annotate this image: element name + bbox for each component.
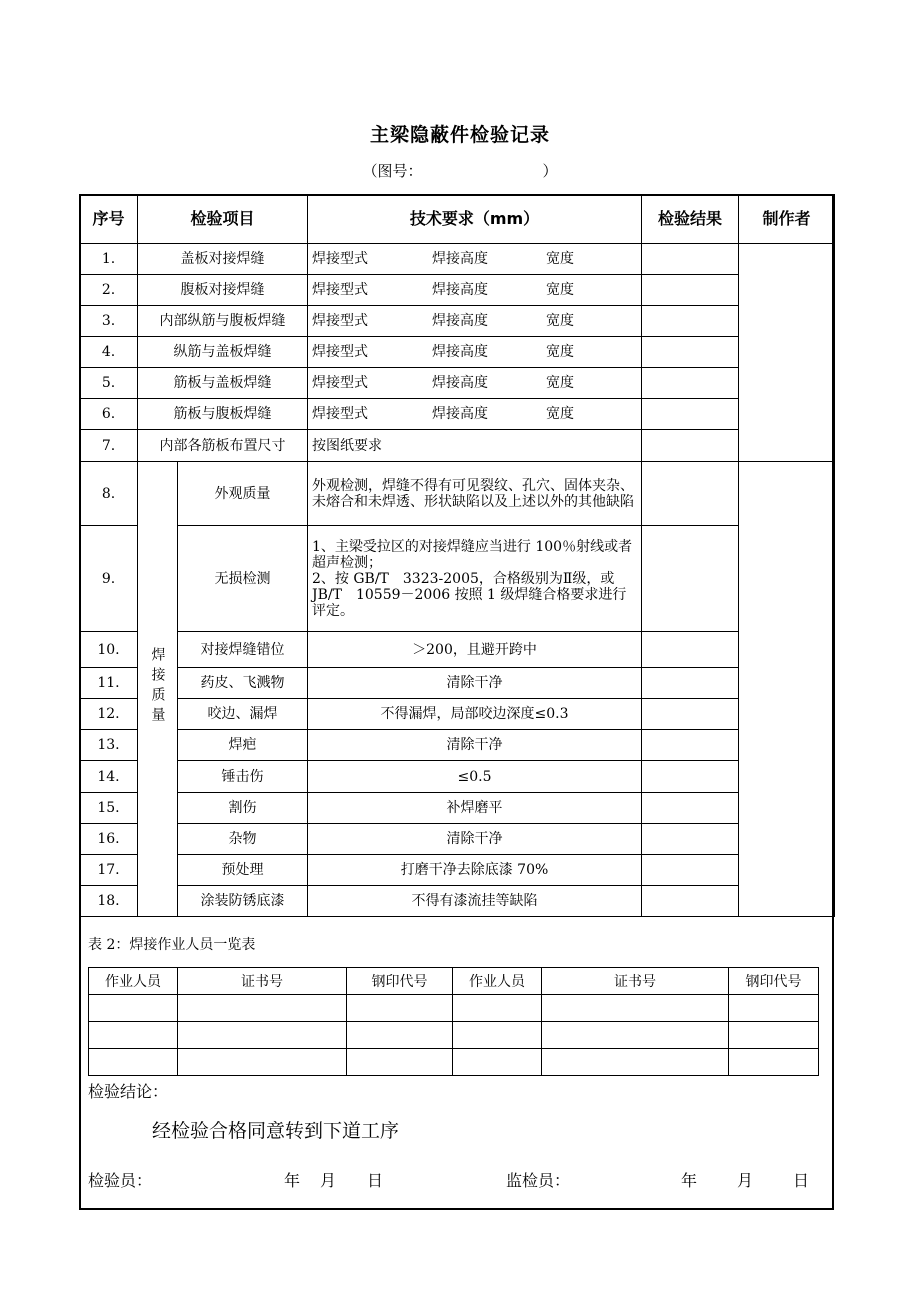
req-type: 焊接型式 [312, 282, 369, 298]
row-requirement: 清除干净 [308, 668, 642, 699]
welder-cell[interactable] [347, 1049, 453, 1076]
row-requirement: 不得漏焊，局部咬边深度≤0.3 [308, 699, 642, 730]
row-item: 割伤 [178, 793, 308, 824]
row-seq: 17. [80, 855, 138, 886]
supervisor-label: 监检员： [506, 1171, 571, 1190]
req-height: 焊接高度 [432, 344, 489, 360]
welder-cell[interactable] [729, 1022, 819, 1049]
row-item: 盖板对接焊缝 [138, 244, 308, 275]
welder-cell[interactable] [542, 995, 729, 1022]
req-width: 宽度 [546, 375, 575, 391]
supervisor-day: 日 [793, 1171, 810, 1190]
row-item: 腹板对接焊缝 [138, 275, 308, 306]
row-item: 杂物 [178, 824, 308, 855]
row-seq: 15. [80, 793, 138, 824]
row-item: 外观质量 [178, 462, 308, 526]
req-type: 焊接型式 [312, 251, 369, 267]
table2-label: 表 2：焊接作业人员一览表 [88, 937, 256, 953]
header-maker: 制作者 [739, 195, 835, 244]
col-worker: 作业人员 [89, 968, 178, 995]
supervisor-month: 月 [737, 1171, 754, 1190]
welder-cell[interactable] [89, 1022, 178, 1049]
welder-table [88, 967, 819, 1076]
drawing-number [0, 160, 920, 181]
row-requirement: ≤0.5 [308, 761, 642, 793]
row-seq: 9. [80, 526, 138, 632]
row-item: 内部纵筋与腹板焊缝 [138, 306, 308, 337]
header-seq: 序号 [80, 195, 138, 244]
row-seq: 4. [80, 337, 138, 368]
req-height: 焊接高度 [432, 406, 489, 422]
header-result: 检验结果 [642, 195, 739, 244]
row-seq: 13. [80, 730, 138, 761]
conclusion-text: 经检验合格同意转到下道工序 [152, 1120, 400, 1142]
row-seq: 2. [80, 275, 138, 306]
row-seq: 1. [80, 244, 138, 275]
req-type: 焊接型式 [312, 375, 369, 391]
inspector-day: 日 [367, 1171, 384, 1190]
welder-cell[interactable] [178, 1049, 347, 1076]
col-cert: 证书号 [178, 968, 347, 995]
req-width: 宽度 [546, 251, 575, 267]
req-width: 宽度 [546, 406, 575, 422]
row-item: 纵筋与盖板焊缝 [138, 337, 308, 368]
row-seq: 10. [80, 632, 138, 668]
req-type: 焊接型式 [312, 313, 369, 329]
row-seq: 12. [80, 699, 138, 730]
row-item: 药皮、飞溅物 [178, 668, 308, 699]
row-requirement: 打磨干净去除底漆 70% [308, 855, 642, 886]
row-requirement: 不得有漆流挂等缺陷 [308, 886, 642, 917]
welder-header-row [89, 968, 819, 995]
req-line-2: 2、按 GB/T 3323-2005，合格级别为Ⅱ级，或 JB/T 10559－2006 按照 1 级焊缝合格要求进行评定。 [312, 570, 627, 619]
welder-row [89, 1049, 819, 1076]
welder-cell[interactable] [729, 1049, 819, 1076]
req-type: 焊接型式 [312, 344, 369, 360]
inspector-label: 检验员： [88, 1171, 153, 1190]
drawing-number-label: （图号： [362, 162, 423, 180]
inspector-month: 月 [320, 1171, 337, 1190]
row-item: 对接焊缝错位 [178, 632, 308, 668]
row-seq: 3. [80, 306, 138, 337]
row-requirement: 补焊磨平 [308, 793, 642, 824]
req-height: 焊接高度 [432, 282, 489, 298]
col-stamp: 钢印代号 [347, 968, 453, 995]
welder-row [89, 1022, 819, 1049]
header-item: 检验项目 [138, 195, 308, 244]
welder-cell[interactable] [453, 1022, 542, 1049]
row-item: 内部各筋板布置尺寸 [138, 430, 308, 462]
req-width: 宽度 [546, 344, 575, 360]
row-seq: 5. [80, 368, 138, 399]
header-requirement: 技术要求（mm） [308, 195, 642, 244]
req-height: 焊接高度 [432, 313, 489, 329]
welder-cell[interactable] [347, 1022, 453, 1049]
supervisor-year: 年 [681, 1171, 698, 1190]
row-seq: 18. [80, 886, 138, 917]
req-width: 宽度 [546, 313, 575, 329]
welder-cell[interactable] [89, 1049, 178, 1076]
col-stamp: 钢印代号 [729, 968, 819, 995]
welder-cell[interactable] [347, 995, 453, 1022]
row-requirement: 按图纸要求 [308, 430, 642, 462]
welder-cell[interactable] [89, 995, 178, 1022]
row-seq: 11. [80, 668, 138, 699]
col-cert: 证书号 [542, 968, 729, 995]
col-worker: 作业人员 [453, 968, 542, 995]
row-requirement: 外观检测，焊缝不得有可见裂纹、孔穴、固体夹杂、未熔合和未焊透、形状缺陷以及上述以外的其他缺陷 [308, 462, 642, 526]
welder-cell[interactable] [453, 1049, 542, 1076]
req-line-1: 1、主梁受拉区的对接焊缝应当进行 100％射线或者超声检测； [312, 538, 633, 571]
req-type: 焊接型式 [312, 406, 369, 422]
welder-row [89, 995, 819, 1022]
row-item: 锤击伤 [178, 761, 308, 793]
row-seq: 14. [80, 761, 138, 793]
row-requirement: 清除干净 [308, 824, 642, 855]
row-item: 预处理 [178, 855, 308, 886]
page-title: 主梁隐蔽件检验记录 [369, 124, 550, 146]
welder-cell[interactable] [542, 1049, 729, 1076]
row-item: 无损检测 [178, 526, 308, 632]
welder-cell[interactable] [178, 995, 347, 1022]
req-height: 焊接高度 [432, 375, 489, 391]
group-label: 焊接质量 [149, 647, 166, 727]
inspector-year: 年 [284, 1171, 301, 1190]
row-item: 咬边、漏焊 [178, 699, 308, 730]
row-seq: 7. [80, 430, 138, 462]
row-seq: 6. [80, 399, 138, 430]
welder-cell[interactable] [178, 1022, 347, 1049]
drawing-number-close: ） [542, 162, 558, 180]
welder-cell[interactable] [453, 995, 542, 1022]
row-requirement: 清除干净 [308, 730, 642, 761]
req-width: 宽度 [546, 282, 575, 298]
welder-cell[interactable] [542, 1022, 729, 1049]
row-requirement: ＞200，且避开跨中 [308, 632, 642, 668]
welder-cell[interactable] [729, 995, 819, 1022]
row-item: 筋板与盖板焊缝 [138, 368, 308, 399]
row-item: 焊疤 [178, 730, 308, 761]
conclusion-label: 检验结论： [88, 1082, 169, 1101]
row-item: 涂装防锈底漆 [178, 886, 308, 917]
row-item: 筋板与腹板焊缝 [138, 399, 308, 430]
req-height: 焊接高度 [432, 251, 489, 267]
row-seq: 16. [80, 824, 138, 855]
row-seq: 8. [80, 462, 138, 526]
